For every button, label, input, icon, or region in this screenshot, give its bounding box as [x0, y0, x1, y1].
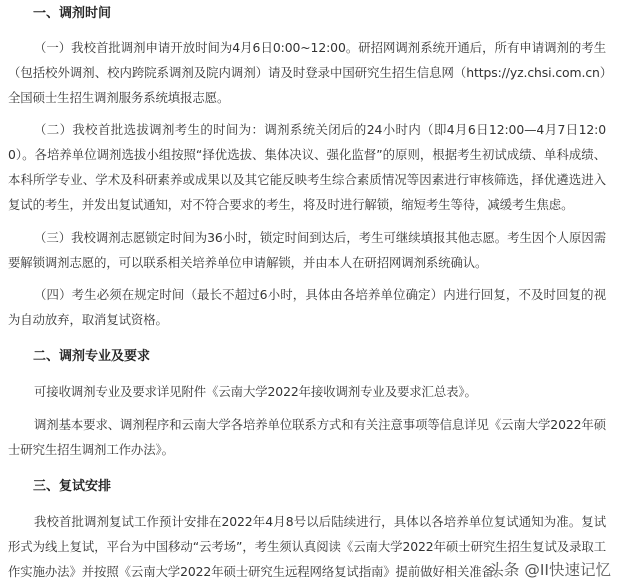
- paragraph-retest-arrangement: 我校首批调剂复试工作预计安排在2022年4月8号以后陆续进行，具体以各培养单位复试通知为准。复试形式为线上复试，平台为中国移动“云考场”，考生须认真阅读《云南大学2022年硕士研究生招生复试及录取工作实施办法》并按照《云南大学2022年硕士研究生远程网络复试指南》提前做好相关准备。: [8, 514, 606, 579]
- paragraph-selection-period: （二）我校首批选拔调剂考生的时间为：调剂系统关闭后的24小时内（即4月6日12:00—4月7日12:00）。各培养单位调剂选拔小组按照“择优选拔、集体决议、强化监督”的原则，根据考生初试成绩、单科成绩、本科所学专业、学术及科研素养或成果以及其它能反映考生综合素质情况等因素进行审核筛选，择优遴选进入复试的考生，并发出复试通知，对不符合要求的考生，将及时进行解锁，缩短考生等待，减缓考生焦虑。: [8, 122, 606, 212]
- paragraph-basic-requirements: 调剂基本要求、调剂程序和云南大学各培养单位联系方式和有关注意事项等信息详见《云南大学2022年硕士研究生招生调剂工作办法》。: [8, 417, 606, 457]
- paragraph-accepted-majors: 可接收调剂专业及要求详见附件《云南大学2022年接收调剂专业及要求汇总表》。: [34, 384, 477, 399]
- paragraph-application-period: （一）我校首批调剂申请开放时间为4月6日0:00~12:00。研招网调剂系统开通后，所有申请调剂的考生（包括校外调剂、校内跨院系调剂及院内调剂）请及时登录中国研究生招生信息网（https://yz.chsi.com.cn）全国硕士生招生调剂服务系统填报志愿。: [8, 40, 606, 105]
- watermark: 头条 @II快速记忆: [488, 561, 611, 579]
- section-heading-retest-arrangement: 三、复试安排: [33, 479, 112, 494]
- section-heading-majors-requirements: 二、调剂专业及要求: [33, 349, 151, 364]
- section-heading-adjustment-time: 一、调剂时间: [33, 6, 112, 21]
- paragraph-reply-deadline: （四）考生必须在规定时间（最长不超过6小时，具体由各培养单位确定）内进行回复，不及时回复的视为自动放弃，取消复试资格。: [8, 287, 606, 327]
- paragraph-lock-period: （三）我校调剂志愿锁定时间为36小时，锁定时间到达后，考生可继续填报其他志愿。考生因个人原因需要解锁调剂志愿的，可以联系相关培养单位申请解锁，并由本人在研招网调剂系统确认。: [8, 230, 606, 270]
